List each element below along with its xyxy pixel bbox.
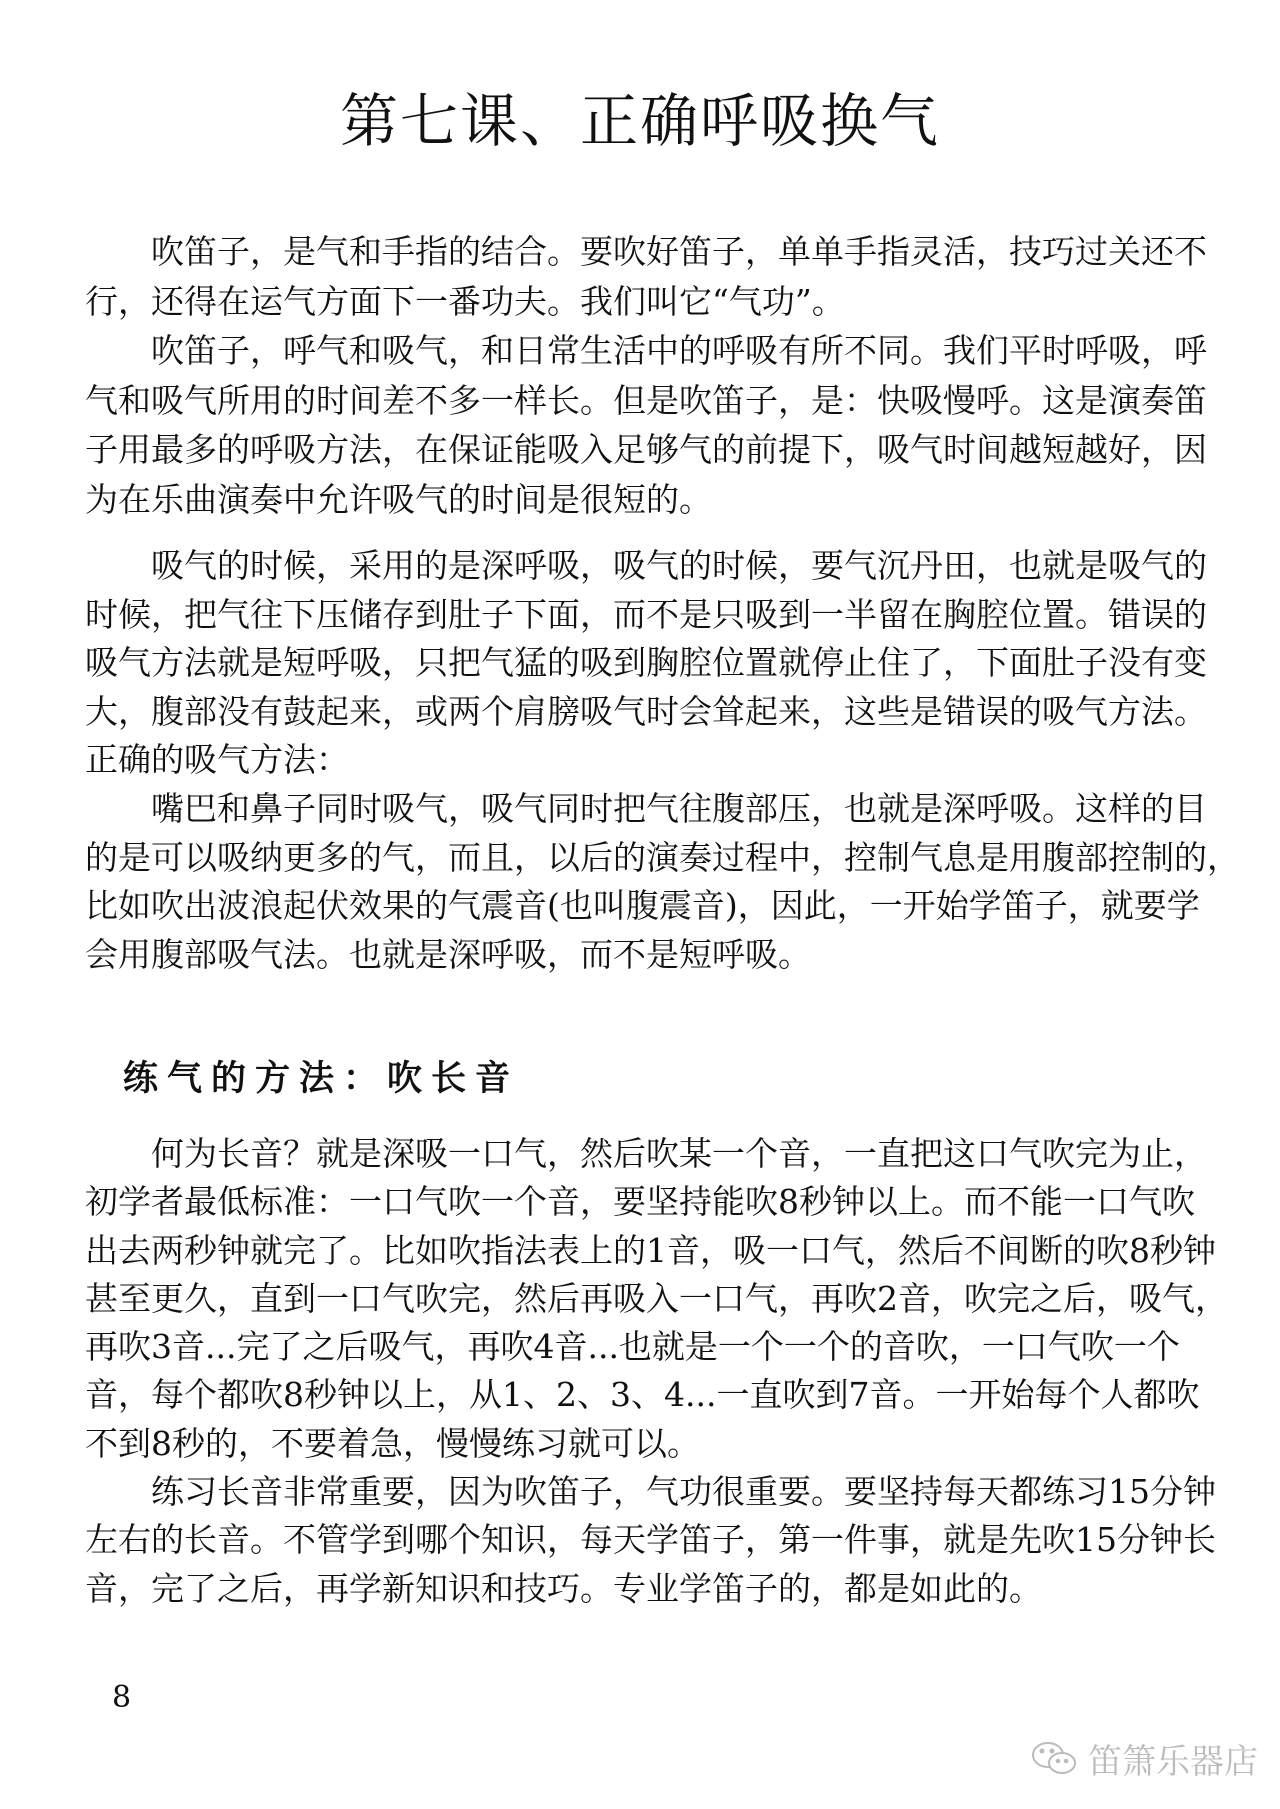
text-line: 吹笛子，呼气和吸气，和日常生活中的呼吸有所不同。我们平时呼吸，呼 [151, 331, 1207, 370]
lesson-title: 第七课、正确呼吸换气 [339, 87, 940, 155]
text-line: 吹笛子，是气和手指的结合。要吹好笛子，单单手指灵活，技巧过关还不 [151, 232, 1207, 271]
section-heading: 练气的方法：吹长音 [123, 1059, 520, 1099]
text-line: 音，每个都吹8秒钟以上，从1、2、3、4...一直吹到7音。一开始每个人都吹 [85, 1375, 1200, 1415]
text-line: 初学者最低标准：一口气吹一个音，要坚持能吹8秒钟以上。而不能一口气吹 [85, 1182, 1195, 1222]
text-line: 不到8秒的，不要着急，慢慢练习就可以。 [85, 1423, 700, 1463]
text-line: 出去两秒钟就完了。比如吹指法表上的1音，吸一口气，然后不间断的吹8秒钟 [85, 1230, 1216, 1270]
text-line: 为在乐曲演奏中允许吸气的时间是很短的。 [85, 479, 712, 519]
text-line: 左右的长音。不管学到哪个知识，每天学笛子，第一件事，就是先吹15分钟长 [85, 1520, 1216, 1560]
watermark [1030, 1734, 1258, 1783]
text-line: 比如吹出波浪起伏效果的气震音(也叫腹震音)，因此，一开始学笛子，就要学 [85, 886, 1200, 926]
text-line: 练习长音非常重要，因为吹笛子，气功很重要。要坚持每天都练习15分钟 [151, 1472, 1216, 1512]
inhale-paragraphs [85, 542, 1240, 979]
text-line: 音，完了之后，再学新知识和技巧。专业学笛子的，都是如此的。 [85, 1568, 1042, 1608]
text-line: 吸气的时候，采用的是深呼吸，吸气的时候，要气沉丹田，也就是吸气的 [151, 546, 1207, 585]
text-line: 大，腹部没有鼓起来，或两个肩膀吸气时会耸起来，这些是错误的吸气方法。 [85, 691, 1207, 731]
text-line: 时候，把气往下压储存到肚子下面，而不是只吸到一半留在胸腔位置。错误的 [85, 594, 1207, 634]
text-line: 的是可以吸纳更多的气，而且，以后的演奏过程中，控制气息是用腹部控制的， [85, 837, 1240, 877]
text-line: 行，还得在运气方面下一番功夫。我们叫它“气功”。 [85, 281, 845, 321]
text-line: 子用最多的呼吸方法，在保证能吸入足够气的前提下，吸气时间越短越好，因 [85, 430, 1207, 469]
text-line: 再吹3音...完了之后吸气，再吹4音...也就是一个一个的音吹，一口气吹一个 [85, 1327, 1180, 1367]
text-line: 正确的吸气方法： [85, 740, 349, 780]
text-line: 何为长音？就是深吸一口气，然后吹某一个音，一直把这口气吹完为止， [151, 1134, 1207, 1173]
page-number: 8 [112, 1680, 132, 1715]
wechat-icon [1030, 1739, 1080, 1779]
watermark-text: 笛箫乐器店 [1088, 1742, 1258, 1782]
text-line: 甚至更久，直到一口气吹完，然后再吸入一口气，再吹2音，吹完之后，吸气， [85, 1278, 1228, 1318]
intro-paragraphs [85, 227, 1225, 524]
long-tone-paragraphs [85, 1130, 1228, 1613]
text-line: 吸气方法就是短呼吸，只把气猛的吸到胸腔位置就停止住了，下面肚子没有变 [85, 643, 1207, 683]
text-line: 嘴巴和鼻子同时吸气，吸气同时把气往腹部压，也就是深呼吸。这样的目 [151, 788, 1207, 828]
text-line: 会用腹部吸气法。也就是深呼吸，而不是短呼吸。 [85, 934, 811, 974]
text-line: 气和吸气所用的时间差不多一样长。但是吹笛子，是：快吸慢呼。这是演奏笛 [85, 380, 1207, 420]
